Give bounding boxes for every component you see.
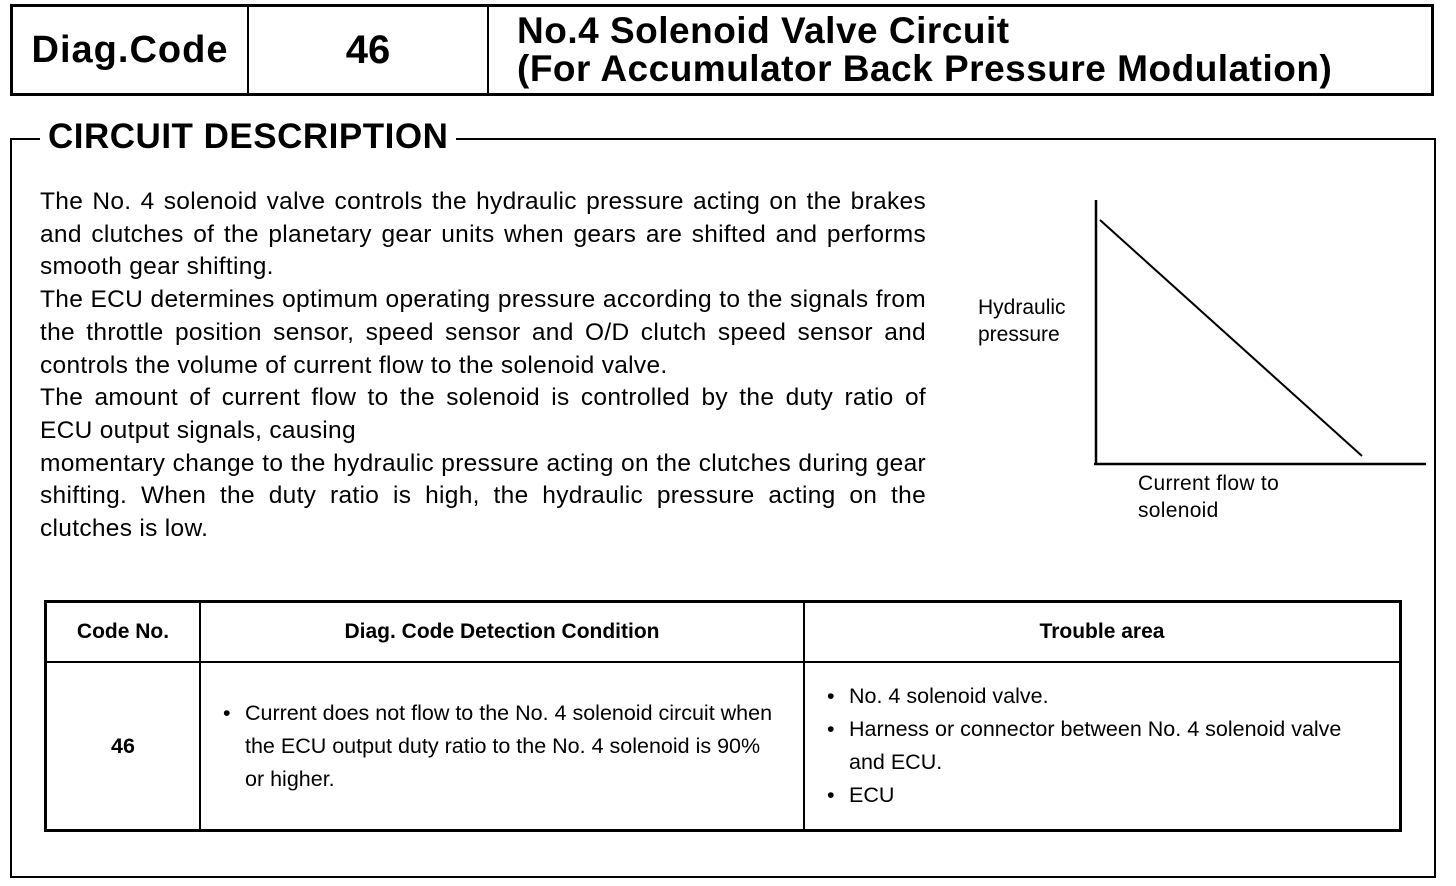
- diag-code-table: [44, 600, 1402, 832]
- description-paragraph-2: The ECU determines optimum operating pressure according to the signals from the throttle position sensor, speed sensor and O/D clutch speed sensor and controls the volume of current flow to the solenoid valve.: [40, 286, 926, 379]
- graph-pressure-line: [1100, 220, 1362, 456]
- header-code-no: Code No.: [46, 602, 201, 663]
- condition-item: • Current does not flow to the No. 4 solenoid circuit when the ECU output duty ratio to the No. 4 solenoid is 90% or higher.: [221, 697, 783, 796]
- trouble-list: [825, 680, 1379, 812]
- circuit-description-text: [40, 186, 926, 546]
- title-line-1: No.4 Solenoid Valve Circuit: [517, 10, 1010, 51]
- condition-list: [221, 697, 783, 796]
- description-paragraph-3-line-1: The amount of current flow to the solenoid is controlled by the duty ratio of ECU output signals, causing: [40, 384, 926, 444]
- graph-x-label-line-1: Current flow to: [1138, 472, 1280, 495]
- trouble-item: • ECU: [825, 779, 1379, 812]
- row-condition: [200, 662, 804, 831]
- graph-x-label-line-2: solenoid: [1138, 499, 1219, 522]
- diag-code-label: Diag.Code: [13, 7, 249, 93]
- circuit-description-heading: CIRCUIT DESCRIPTION: [40, 116, 456, 158]
- graph-y-label-line-1: Hydraulic: [978, 296, 1066, 319]
- graph-y-label: [978, 294, 1066, 348]
- graph-x-label: [1138, 470, 1279, 524]
- graph-y-label-line-2: pressure: [978, 323, 1060, 346]
- pressure-current-graph: [1090, 198, 1430, 470]
- diag-code-header: [10, 4, 1434, 96]
- table-row: [46, 662, 1401, 831]
- title-line-2: (For Accumulator Back Pressure Modulation): [517, 48, 1333, 89]
- row-code: 46: [46, 662, 201, 831]
- trouble-item: • No. 4 solenoid valve.: [825, 680, 1379, 713]
- description-paragraph-3-line-2: momentary change to the hydraulic pressure acting on the clutches during gear shifting. When the duty ratio is high, the hydraulic pressure acting on the clutches is low.: [40, 449, 926, 543]
- row-trouble-area: [804, 662, 1401, 831]
- table-header-row: [46, 602, 1401, 663]
- trouble-item: • Harness or connector between No. 4 solenoid valve and ECU.: [825, 713, 1379, 779]
- diag-code-title: [489, 7, 1431, 93]
- header-detection-condition: Diag. Code Detection Condition: [200, 602, 804, 663]
- diag-code-number: 46: [249, 7, 489, 93]
- description-paragraph-1: The No. 4 solenoid valve controls the hydraulic pressure acting on the brakes and clutches of the planetary gear units when gears are shifted and performs smooth gear shifting.: [40, 188, 926, 281]
- header-trouble-area: Trouble area: [804, 602, 1401, 663]
